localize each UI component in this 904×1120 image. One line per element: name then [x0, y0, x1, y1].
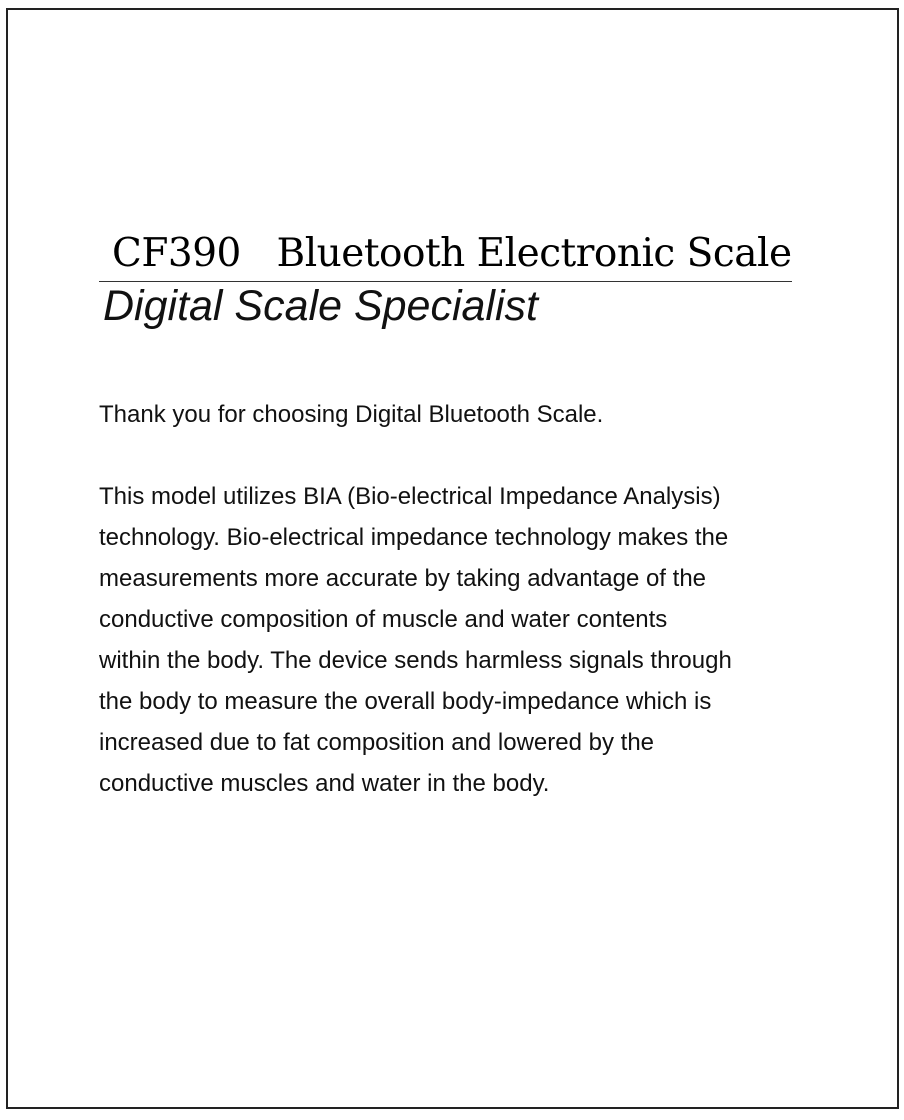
document-title: CF390 Bluetooth Electronic Scale [112, 231, 792, 276]
thank-you-text: Thank you for choosing Digital Bluetooth Scale. [99, 401, 604, 428]
body-line: conductive muscles and water in the body. [99, 770, 550, 797]
body-line: This model utilizes BIA (Bio-electrical Impedance Analysis) [99, 483, 721, 510]
body-line: the body to measure the overall body-impedance which is [99, 688, 712, 715]
body-line: conductive composition of muscle and water contents [99, 606, 668, 633]
body-paragraph [99, 476, 732, 804]
body-line: technology. Bio-electrical impedance technology makes the [99, 524, 729, 551]
document-subtitle: Digital Scale Specialist [103, 282, 538, 330]
body-line: within the body. The device sends harmless signals through [99, 647, 732, 674]
body-line: increased due to fat composition and lowered by the [99, 729, 655, 756]
body-line: measurements more accurate by taking advantage of the [99, 565, 707, 592]
